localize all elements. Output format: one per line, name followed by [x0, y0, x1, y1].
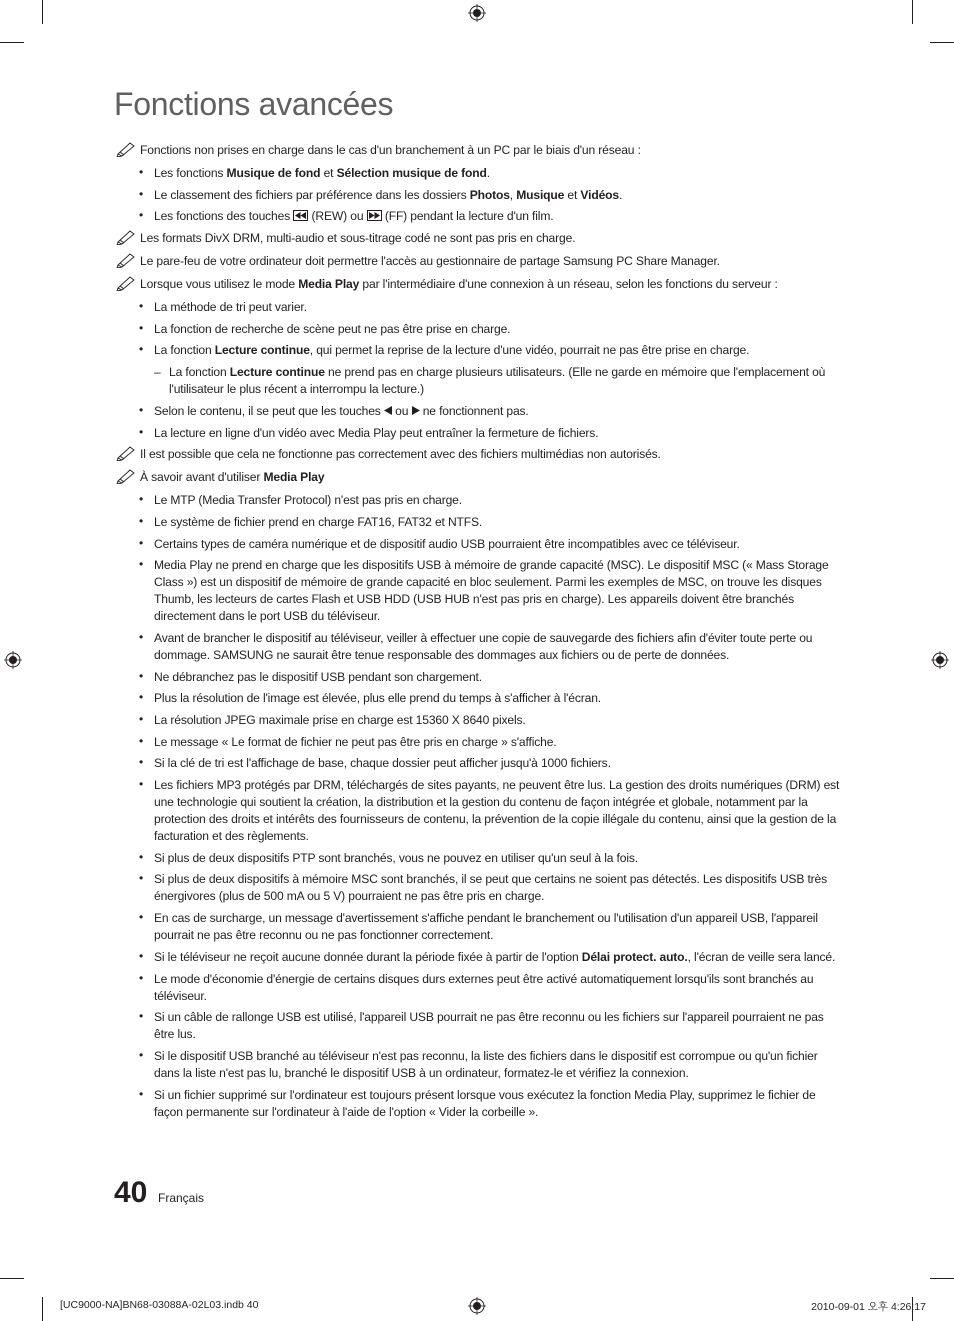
- bullet-list: [114, 165, 842, 225]
- note-firewall: [114, 253, 842, 270]
- list-item: • Le mode d'économie d'énergie de certains disques durs externes peut être activé automatiquement lorsqu'ils sont branchés au téléviseur.: [114, 971, 842, 1005]
- list-item: • La fonction de recherche de scène peut ne pas être prise en charge.: [114, 321, 842, 338]
- note-text: Les formats DivX DRM, multi-audio et sous-titrage codé ne sont pas pris en charge.: [140, 231, 576, 246]
- list-item: • Si plus de deux dispositifs PTP sont branchés, vous ne pouvez en utiliser qu'un seul à la fois.: [114, 850, 842, 867]
- registration-mark-icon: [468, 1297, 486, 1315]
- list-item: • Selon le contenu, il se peut que les touches ou ne fonctionnent pas.: [114, 403, 842, 420]
- pencil-note-icon: [116, 229, 136, 245]
- rewind-key-icon: [293, 210, 308, 221]
- list-item: • Plus la résolution de l'image est élevée, plus elle prend du temps à s'afficher à l'écran.: [114, 690, 842, 707]
- list-item: • Les fichiers MP3 protégés par DRM, téléchargés de sites payants, ne peuvent être lus. La gestion des droits numériques (DRM) est une technologie qui soutient la création, la distribution et la gestion du contenu de façon intégrée et globale, notamment par la protection des droits et intérêts des fournisseurs de contenu, la prévention de la copie illégale du contenu, ainsi que la gestion de la facturation et des règlements.: [114, 777, 842, 845]
- bullet-list: [114, 299, 842, 359]
- registration-mark-icon: [4, 651, 22, 669]
- right-triangle-icon: [412, 406, 420, 415]
- list-item: • La résolution JPEG maximale prise en charge est 15360 X 8640 pixels.: [114, 712, 842, 729]
- page-content: [114, 138, 842, 1125]
- list-item: • Le MTP (Media Transfer Protocol) n'est pas pris en charge.: [114, 492, 842, 509]
- list-item: • Certains types de caméra numérique et de dispositif audio USB pourraient être incompatibles avec ce téléviseur.: [114, 536, 842, 553]
- note-media-play-network: Lorsque vous utilisez le mode Media Play par l'intermédiaire d'une connexion à un réseau, selon les fonctions du serveur :: [114, 276, 842, 293]
- crop-mark-top-right-h: [930, 42, 954, 43]
- list-item: • Media Play ne prend en charge que les dispositifs USB à mémoire de grande capacité (MSC). Le dispositif MSC (« Mass Storage Class ») est un dispositif de mémoire de grande capacité en bloc seulement. Parmi les exemples de MSC, on trouve les disques Thumb, les lecteurs de cartes Flash et USB HDD (USB HUB n'est pas pris en charge). Les appareils doivent être branchés directement dans le port USB du téléviseur.: [114, 557, 842, 625]
- footer-file-info: [UC9000-NA]BN68-03088A-02L03.indb 40: [60, 1299, 259, 1311]
- pencil-note-icon: [116, 445, 136, 461]
- list-item: • La lecture en ligne d'un vidéo avec Media Play peut entraîner la fermeture de fichiers.: [114, 425, 842, 442]
- bullet-list: [114, 492, 842, 1120]
- page-language: Français: [158, 1191, 205, 1205]
- footer-timestamp: 2010-09-01 오후 4:26:17: [811, 1301, 926, 1313]
- list-item: • Ne débranchez pas le dispositif USB pendant son chargement.: [114, 669, 842, 686]
- sub-item: – La fonction Lecture continue ne prend pas en charge plusieurs utilisateurs. (Elle ne garde en mémoire que l'emplacement où l'utilisateur le plus récent a interrompu la lecture.): [154, 365, 826, 397]
- left-triangle-icon: [384, 406, 392, 415]
- list-item: • La méthode de tri peut varier.: [114, 299, 842, 316]
- note-text: Il est possible que cela ne fonctionne pas correctement avec des fichiers multimédias non autorisés.: [140, 447, 661, 462]
- list-item: • Le classement des fichiers par préférence dans les dossiers Photos, Musique et Vidéos.: [114, 187, 842, 204]
- list-item: • La fonction Lecture continue, qui permet la reprise de la lecture d'une vidéo, pourrait ne pas être prise en charge.: [114, 342, 842, 359]
- list-item: • Si le téléviseur ne reçoit aucune donnée durant la période fixée à partir de l'option Délai protect. auto., l'écran de veille sera lancé.: [114, 949, 842, 966]
- crop-mark-top-left-h: [0, 42, 24, 43]
- list-item: • En cas de surcharge, un message d'avertissement s'affiche pendant le branchement ou l'utilisation d'un appareil USB, l'appareil pourrait ne pas être reconnu ou ne pas fonctionner correctement.: [114, 910, 842, 944]
- list-item: • Si la clé de tri est l'affichage de base, chaque dossier peut afficher jusqu'à 1000 fichiers.: [114, 755, 842, 772]
- list-item: • Le système de fichier prend en charge FAT16, FAT32 et NTFS.: [114, 514, 842, 531]
- note-pc-network: [114, 142, 842, 159]
- note-text: Fonctions non prises en charge dans le cas d'un branchement à un PC par le biais d'un réseau :: [140, 143, 641, 157]
- list-item: • Avant de brancher le dispositif au téléviseur, veiller à effectuer une copie de sauvegarde des fichiers afin d'éviter toute perte ou dommage. SAMSUNG ne saurait être tenue responsable des dommages aux fichiers ou de perte de données.: [114, 630, 842, 664]
- note-text: Le pare-feu de votre ordinateur doit permettre l'accès au gestionnaire de partage Samsung PC Share Manager.: [140, 254, 720, 269]
- registration-mark-icon: [468, 4, 486, 22]
- crop-mark-top-left-v: [42, 0, 43, 24]
- crop-mark-bottom-left-h: [0, 1278, 24, 1279]
- pencil-note-icon: [116, 275, 136, 291]
- list-item: • Si plus de deux dispositifs à mémoire MSC sont branchés, il se peut que certains ne soient pas détectés. Les dispositifs USB très énergivores (plus de 500 mA ou 5 V) pourraient ne pas être pris en charge.: [114, 871, 842, 905]
- list-item: • Les fonctions des touches (REW) ou (FF) pendant la lecture d'un film.: [114, 208, 842, 225]
- crop-mark-bottom-left-v: [42, 1297, 43, 1321]
- pencil-note-icon: [116, 141, 136, 157]
- note-before-media-play: À savoir avant d'utiliser Media Play: [114, 469, 842, 486]
- fast-forward-key-icon: [367, 210, 382, 221]
- bullet-list: [114, 403, 842, 442]
- list-item: • Si un câble de rallonge USB est utilisé, l'appareil USB pourrait ne pas être reconnu ou les fichiers sur l'appareil pourraient ne pas être lus.: [114, 1009, 842, 1043]
- list-item: • Les fonctions Musique de fond et Sélection musique de fond.: [114, 165, 842, 182]
- list-item: • Si le dispositif USB branché au téléviseur n'est pas reconnu, la liste des fichiers dans le dispositif est corrompue ou qu'un fichier dans la liste n'est pas lu, branché le dispositif USB à un ordinateur, formatez-le et vérifiez la connexion.: [114, 1048, 842, 1082]
- page-title: Fonctions avancées: [114, 86, 394, 122]
- crop-mark-bottom-right-h: [930, 1278, 954, 1279]
- page-number: 40: [114, 1176, 148, 1209]
- registration-mark-icon: [931, 651, 949, 669]
- pencil-note-icon: [116, 468, 136, 484]
- crop-mark-top-right-v: [912, 0, 913, 24]
- list-item: • Si un fichier supprimé sur l'ordinateur est toujours présent lorsque vous exécutez la fonction Media Play, supprimez le fichier de façon permanente sur l'ordinateur à l'aide de l'option « Vider la corbeille ».: [114, 1087, 842, 1121]
- note-unauthorized-files: [114, 446, 842, 463]
- list-item: • Le message « Le format de fichier ne peut pas être pris en charge » s'affiche.: [114, 734, 842, 751]
- note-divx: [114, 230, 842, 247]
- pencil-note-icon: [116, 252, 136, 268]
